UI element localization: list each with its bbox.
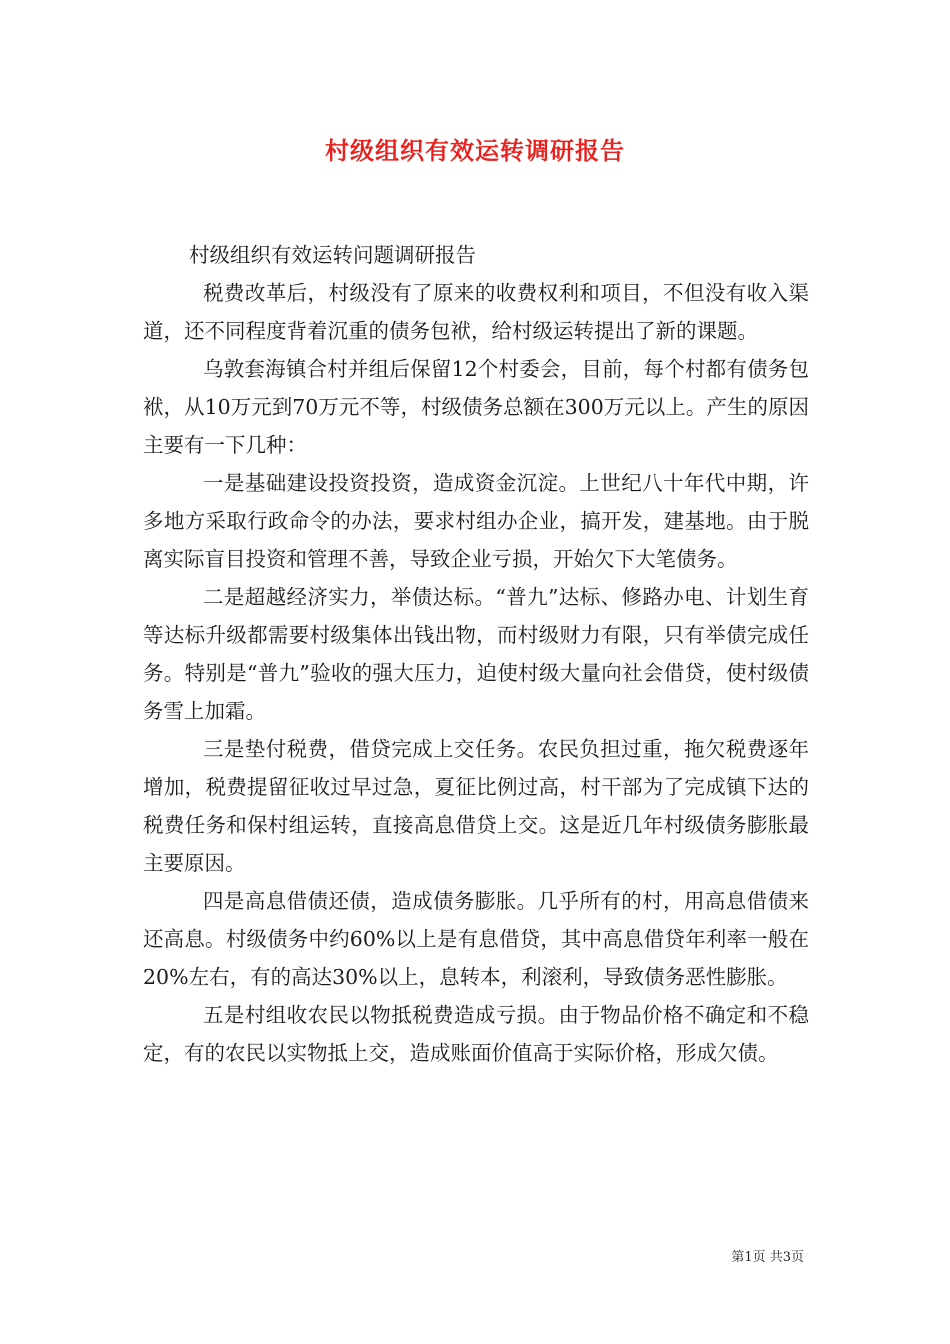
- page-number-footer: 第1页 共3页: [731, 1250, 804, 1265]
- document-subtitle: 村级组织有效运转问题调研报告: [189, 243, 476, 267]
- paragraph-2: 乌敦套海镇合村并组后保留12个村委会，目前，每个村都有债务包袱，从10万元到70万元不等，村级债务总额在300万元以上。产生的原因主要有一下几种：: [143, 357, 809, 457]
- paragraph-5: 三是垫付税费，借贷完成上交任务。农民负担过重，拖欠税费逐年增加，税费提留征收过早过急，夏征比例过高，村干部为了完成镇下达的税费任务和保村组运转，直接高息借贷上交。这是近几年村级债务膨胀最主要原因。: [143, 737, 809, 875]
- paragraph-4: 二是超越经济实力，举债达标。“普九”达标、修路办电、计划生育等达标升级都需要村级集体出钱出物，而村级财力有限，只有举债完成任务。特别是“普九”验收的强大压力，迫使村级大量向社会借贷，使村级债务雪上加霜。: [143, 585, 809, 723]
- paragraph-3: 一是基础建设投资投资，造成资金沉淀。上世纪八十年代中期，许多地方采取行政命令的办法，要求村组办企业，搞开发，建基地。由于脱离实际盲目投资和管理不善，导致企业亏损，开始欠下大笔债务。: [143, 471, 809, 571]
- paragraph-6: 四是高息借债还债，造成债务膨胀。几乎所有的村，用高息借债来还高息。村级债务中约60%以上是有息借贷，其中高息借贷年利率一般在20%左右，有的高达30%以上，息转本，利滚利，导致债务恶性膨胀。: [143, 889, 809, 989]
- paragraph-1: 税费改革后，村级没有了原来的收费权利和项目，不但没有收入渠道，还不同程度背着沉重的债务包袱，给村级运转提出了新的课题。: [143, 281, 809, 343]
- paragraph-7: 五是村组收农民以物抵税费造成亏损。由于物品价格不确定和不稳定，有的农民以实物抵上交，造成账面价值高于实际价格，形成欠债。: [143, 1003, 809, 1065]
- document-body: [143, 236, 809, 1072]
- document-title: 村级组织有效运转调研报告: [325, 136, 625, 165]
